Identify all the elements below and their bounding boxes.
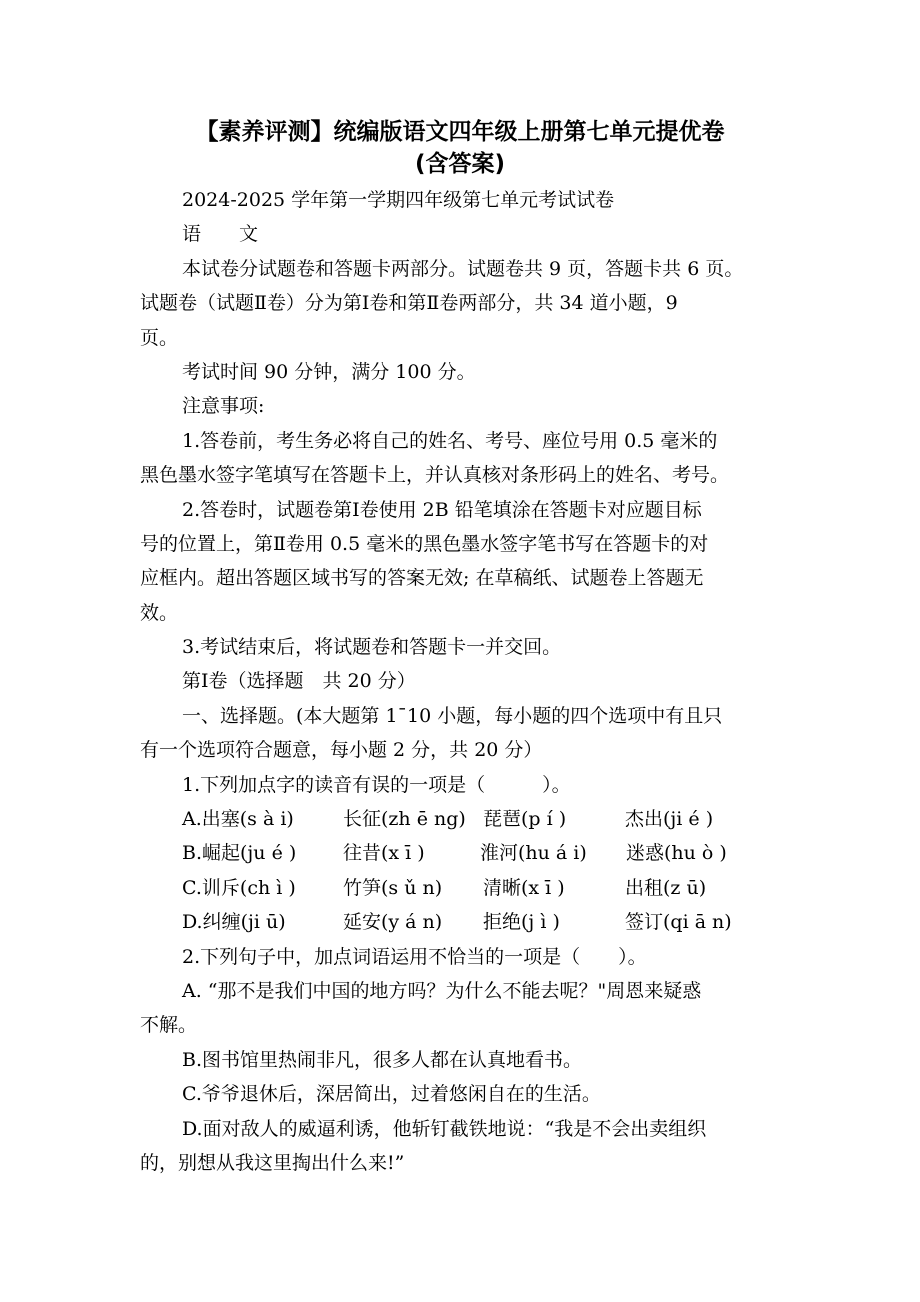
text-line: 一、选择题。(本大题第 1¯10 小题，每小题的四个选项中有且只 xyxy=(182,704,723,727)
text-line: 页。 xyxy=(140,326,179,349)
option-item: A.出塞(s à i) xyxy=(182,808,294,831)
option-row xyxy=(140,871,785,905)
text-line: 语 文 xyxy=(182,223,259,246)
text-line: 号的位置上，第Ⅱ卷用 0.5 毫米的黑色墨水签字笔书写在答题卡的对 xyxy=(140,532,709,555)
text-line: D.面对敌人的威逼利诱，他斩钉截铁地说：“我是不会出卖组织 xyxy=(182,1117,707,1140)
text-line: 效。 xyxy=(140,601,179,624)
text-line: 本试卷分试题卷和答题卡两部分。试题卷共 9 页，答题卡共 6 页。 xyxy=(182,257,744,280)
text-line: 1.答卷前，考生务必将自己的姓名、考号、座位号用 0.5 毫米的 xyxy=(182,429,718,452)
option-item: C.训斥(ch ì ) xyxy=(182,876,296,899)
text-line: 黑色墨水签字笔填写在答题卡上，并认真核对条形码上的姓名、考号。 xyxy=(140,464,730,487)
option-item: 签订(qi ā n) xyxy=(625,911,732,934)
text-line: 2.下列句子中，加点词语运用不恰当的一项是（ ）。 xyxy=(182,945,647,968)
option-row xyxy=(140,836,785,870)
text-line: 不解。 xyxy=(140,1014,198,1037)
document-title-line-1: 【素养评测】统编版语文四年级上册第七单元提优卷 xyxy=(195,119,725,145)
text-line: B.图书馆里热闹非凡，很多人都在认真地看书。 xyxy=(182,1048,583,1071)
option-item: B.崛起(ju é ) xyxy=(182,842,297,865)
option-item: 出租(z ū) xyxy=(625,876,707,899)
text-line: 2.答卷时，试题卷第Ⅰ卷使用 2B 铅笔填涂在答题卡对应题目标 xyxy=(182,498,702,521)
text-line: A. “那不是我们中国的地方吗？为什么不能去呢？"周恩来疑惑 xyxy=(182,979,702,1002)
text-line: 3.考试结束后，将试题卷和答题卡一并交回。 xyxy=(182,636,562,659)
text-line: 2024-2025 学年第一学期四年级第七单元考试试卷 xyxy=(182,189,615,211)
option-item: 琵琶(p í ) xyxy=(483,808,567,831)
option-item: 长征(zh ē ng) xyxy=(343,808,466,831)
text-line: C.爷爷退休后，深居简出，过着悠闲自在的生活。 xyxy=(182,1083,601,1106)
option-row xyxy=(140,905,785,939)
text-line: 1.下列加点字的读音有误的一项是（ ）。 xyxy=(182,773,571,796)
document-body xyxy=(140,183,785,1180)
option-item: 清晰(x ī ) xyxy=(483,876,565,899)
text-line: 有一个选项符合题意，每小题 2 分，共 20 分） xyxy=(140,739,543,762)
text-line: 试题卷（试题Ⅱ卷）分为第Ⅰ卷和第Ⅱ卷两部分，共 34 道小题，9 xyxy=(140,292,678,315)
text-line: 的，别想从我这里掏出什么来!” xyxy=(140,1151,405,1174)
text-line: 应框内。超出答题区域书写的答案无效; 在草稿纸、试题卷上答题无 xyxy=(140,567,704,590)
option-item: 淮河(hu á i) xyxy=(480,842,587,865)
document-title-line-2: (含答案) xyxy=(414,151,506,177)
option-item: 杰出(ji é ) xyxy=(625,808,714,831)
question-1-options xyxy=(140,802,785,940)
option-item: D.纠缠(ji ū) xyxy=(182,911,286,934)
option-row xyxy=(140,802,785,836)
option-item: 往昔(x ī ) xyxy=(343,842,425,865)
option-item: 延安(y á n) xyxy=(343,911,443,934)
option-item: 拒绝(j ì ) xyxy=(483,911,560,934)
text-line: 注意事项: xyxy=(182,395,265,418)
option-item: 竹笋(s ǔ n) xyxy=(343,876,443,899)
text-line: 考试时间 90 分钟，满分 100 分。 xyxy=(182,360,476,383)
option-item: 迷惑(hu ò ) xyxy=(626,842,727,865)
text-line: 第Ⅰ卷（选择题 共 20 分） xyxy=(182,670,416,693)
